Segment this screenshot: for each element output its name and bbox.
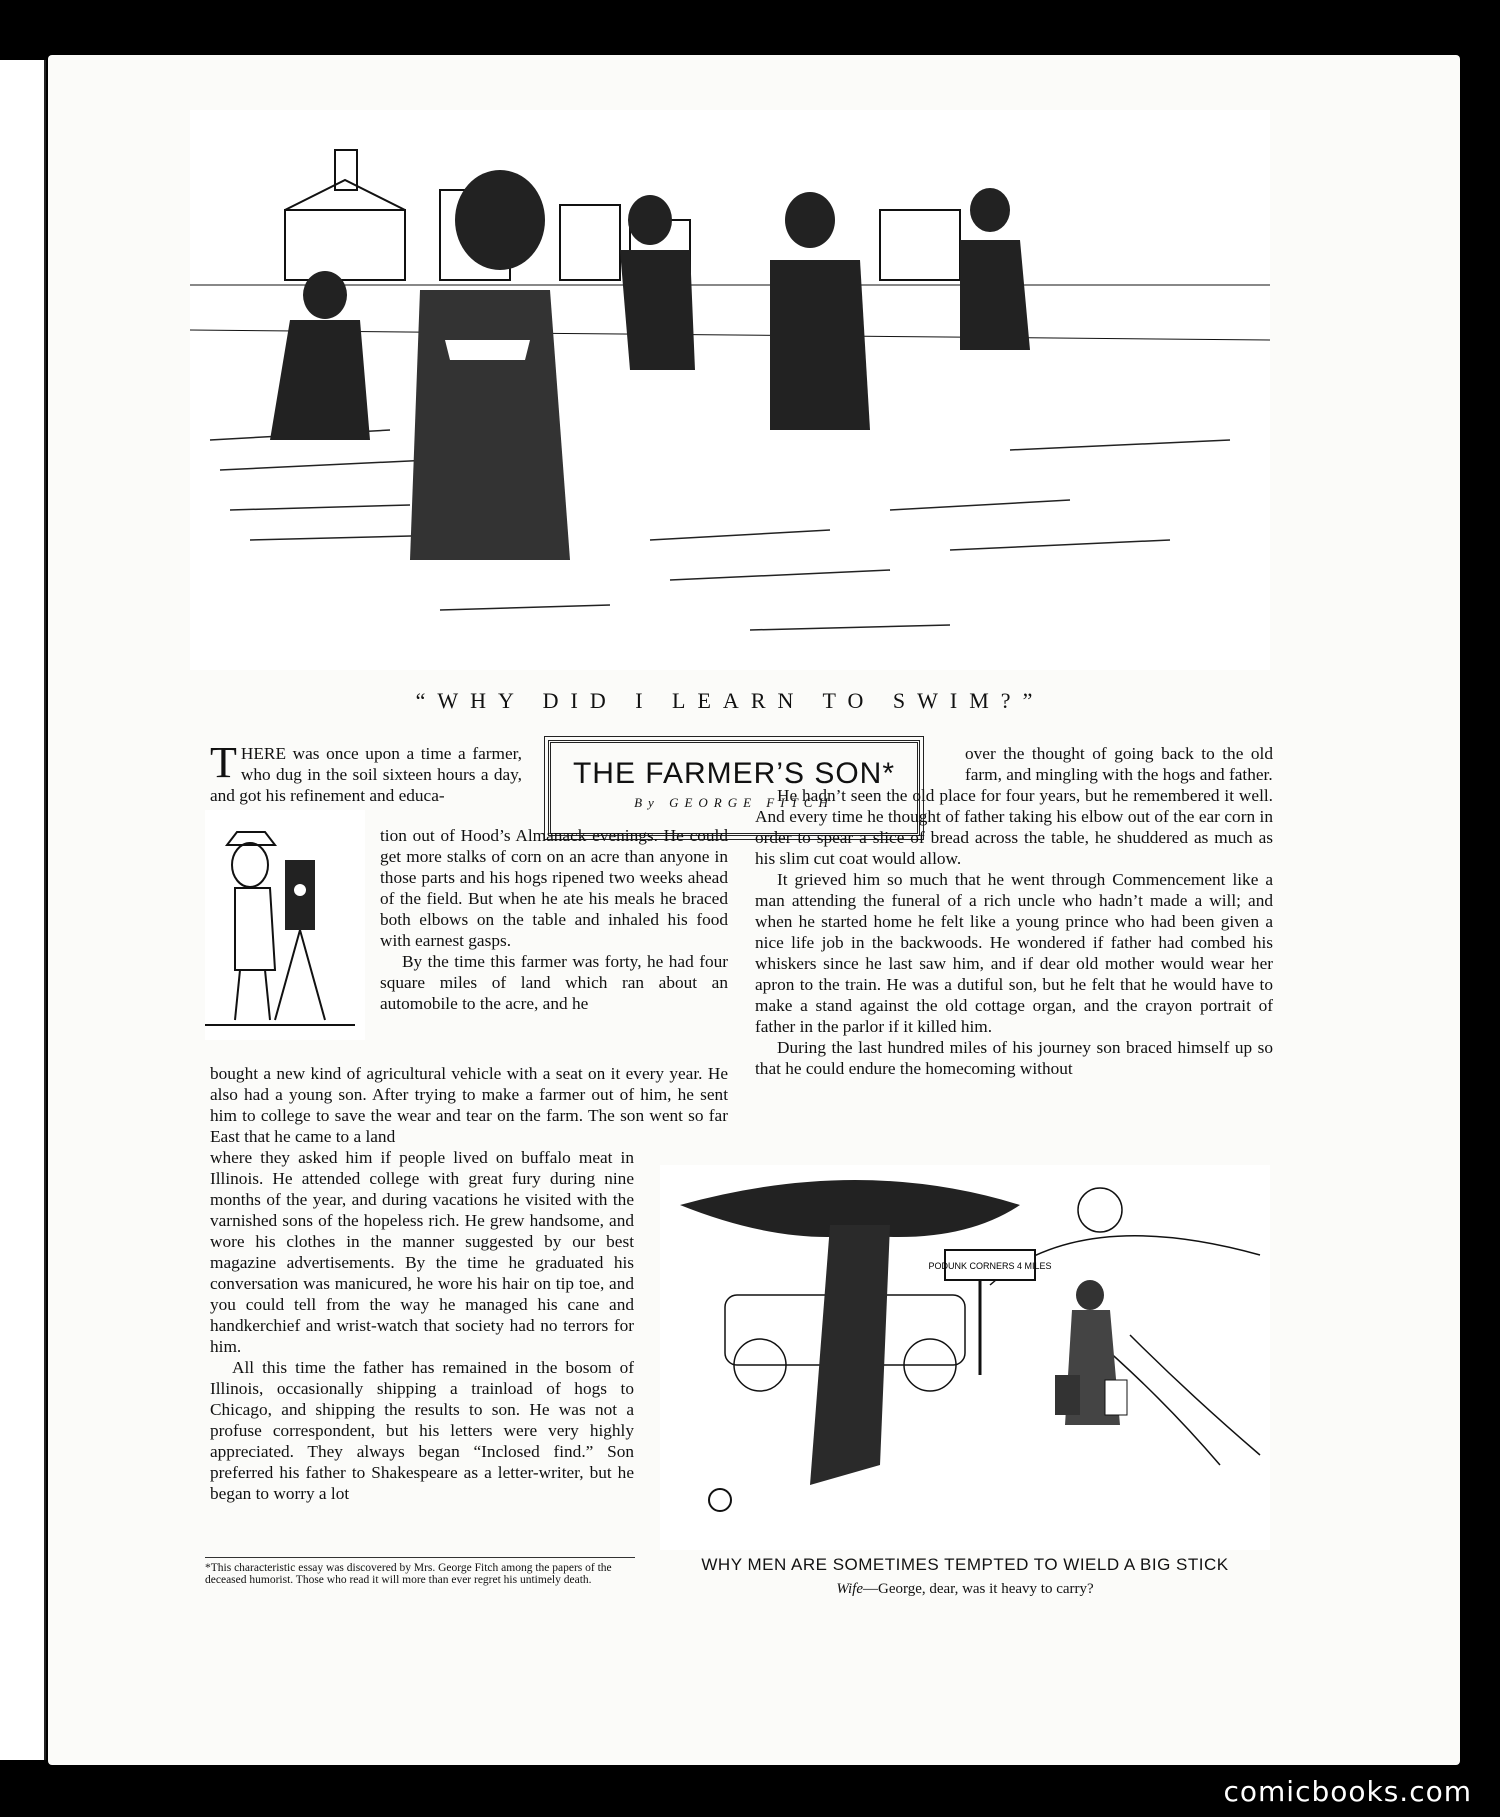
article-column-1-lower xyxy=(210,1147,634,1504)
paragraph-2-full: bought a new kind of agricultural vehicle with a seat on it every year. He also had a young son. After trying to make a farmer out of him, he sent him to college to save the wear and tear on the farm. The son went so far East that he came to a land xyxy=(210,1064,728,1146)
column-2-paragraph-2: He hadn’t seen the old place for four years, but he remembered it well. And every time he thought of father taking his elbow out of the ear corn in order to spear a slice of bread across the table, he shuddered as much as his slim cut coat would allow. xyxy=(755,786,1273,868)
caption-speaker: Wife xyxy=(836,1581,863,1597)
drop-cap: T xyxy=(210,738,237,787)
caption-headline: WHY MEN ARE SOMETIMES TEMPTED TO WIELD A BIG STICK xyxy=(701,1555,1229,1574)
paragraph-2-start: By the time this farmer was forty, he had four square miles of land which ran about an automobile to the acre, and he xyxy=(380,952,728,1013)
photographer-illustration xyxy=(205,810,365,1040)
book-spine xyxy=(0,60,46,1760)
article-column-1-intro xyxy=(210,738,522,806)
site-watermark: comicbooks.com xyxy=(1223,1775,1472,1808)
paragraph-3: All this time the father has remained in the bosom of Illinois, occasionally shipping a trainload of hogs to Chicago, and shipping the results to son. He was not a profuse correspondent, but his letters were very highly appreciated. They always began “Inclosed find.” Son preferred his father to Shakespeare as a letter-writer, but he began to worry a lot xyxy=(210,1358,634,1503)
article-column-2 xyxy=(755,743,1273,1079)
paragraph-1-start: HERE was once upon a time a farmer, who dug in the soil sixteen hours a day, and got his refinement and educa- xyxy=(210,744,522,805)
article-column-1-wrap xyxy=(380,825,728,1014)
article-title: THE FARMER’S SON* xyxy=(572,757,896,790)
article-footnote: *This characteristic essay was discovered by Mrs. George Fitch among the papers of the deceased humorist. Those who read it will more than ever regret his untimely death. xyxy=(205,1557,635,1586)
caption-dialogue xyxy=(660,1581,1270,1598)
caption-quote: —George, dear, was it heavy to carry? xyxy=(862,1581,1094,1597)
paragraph-1-continued: tion out of Hood’s Almanack evenings. He could get more stalks of corn on an acre than anyone in those parts and his hogs ripened two weeks ahead of the field. But when he ate his meals he braced both elbows on the table and inhaled his food with earnest gasps. xyxy=(380,826,728,950)
column-2-paragraph-1: over the thought of going back to the old farm, and mingling with the hogs and father. xyxy=(965,744,1273,784)
top-illustration-caption: “WHY DID I LEARN TO SWIM?” xyxy=(415,688,1045,713)
paragraph-2-end: where they asked him if people lived on buffalo meat in Illinois. He attended college with great fury during nine months of the year, and during vacations he visited with the varnished sons of the hopeless rich. He grew handsome, and wore his clothes in the manner suggested by our best magazine advertisements. By the time he graduated his conversation was manicured, he wore his hair on tip toe, and you could tell from the way he managed his cane and handkerchief and wrist-watch that society had no terrors for him. xyxy=(210,1148,634,1356)
signpost-text: PODUNK CORNERS 4 MILES xyxy=(928,1261,1052,1271)
bottom-illustration-caption xyxy=(660,1555,1270,1598)
column-2-paragraph-4: During the last hundred miles of his journey son braced himself up so that he could endure the homecoming without xyxy=(755,1038,1273,1078)
roadside-tree-illustration xyxy=(660,1165,1270,1550)
column-2-paragraph-3: It grieved him so much that he went through Commencement like a man attending the funeral of a rich uncle who hadn’t made a will; and when he started home he felt like a young prince who had been given a nice life job in the backwoods. He wondered if father had combed his whiskers since he last saw him, and if dear old mother would wear her apron to the train. He was a dutiful son, but he felt that he would have to make a stand against the old cottage organ, and the crayon portrait of father in the parlor if it killed him. xyxy=(755,870,1273,1036)
article-column-1-full xyxy=(210,1063,728,1147)
article-byline: By GEORGE FITCH xyxy=(634,795,834,810)
beach-bathers-illustration xyxy=(190,110,1270,670)
